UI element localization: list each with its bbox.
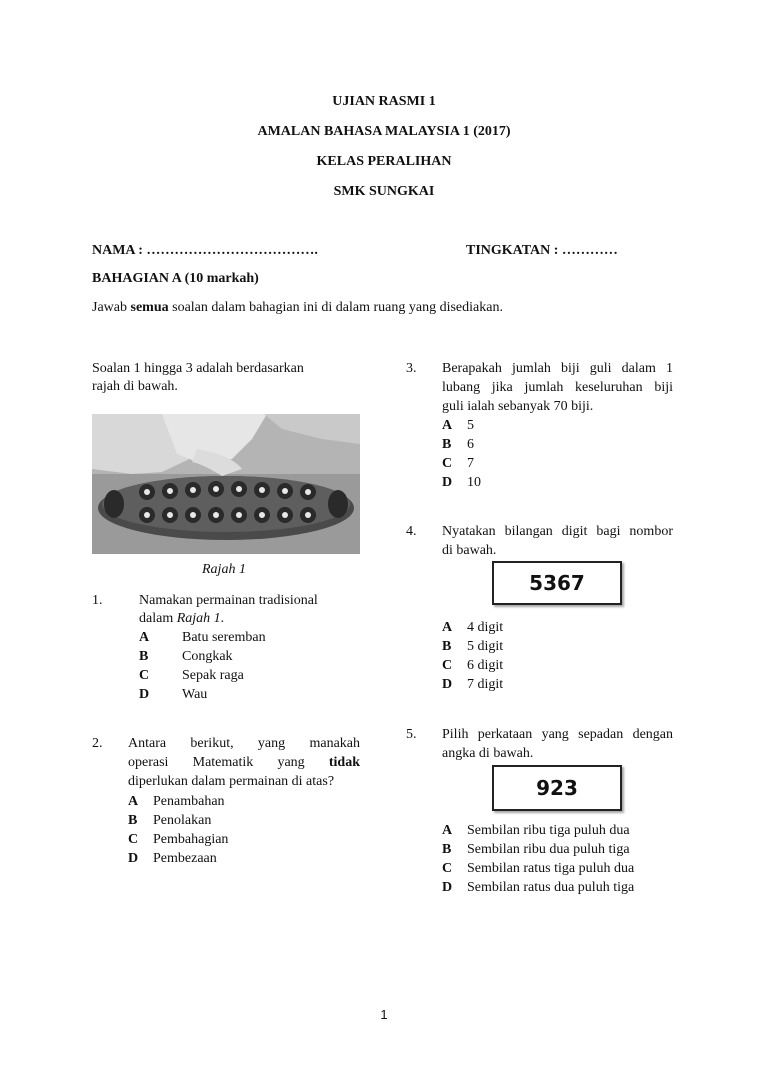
option-letter: B [128,813,138,828]
q3-line-3: guli ialah sebanyak 70 biji. [442,399,594,414]
option-text: 5 digit [467,639,504,654]
q2-line-3: diperlukan dalam permainan di atas? [128,774,335,789]
q3-option-a[interactable] [442,418,474,434]
q1-option-d[interactable] [139,687,207,703]
q2-line-2-text: operasi Matematik yang [128,755,329,770]
section-title: BAHAGIAN A (10 markah) [92,271,259,286]
q4-option-a[interactable] [442,620,503,636]
q1-line-2 [139,611,224,627]
congkak-illustration [92,414,360,554]
q4-option-c[interactable] [442,658,503,674]
q1-line-2-italic: Rajah 1 [176,611,221,626]
q4-line-1: Nyatakan bilangan digit bagi nombor [442,524,673,539]
option-letter: A [442,620,453,635]
option-letter: B [139,649,149,664]
q3-line-2: lubang jika jumlah keseluruhan biji [442,380,673,395]
option-letter: C [442,658,453,673]
instruction-text-end: soalan dalam bahagian ini di dalam ruang yang disediakan. [168,300,503,315]
name-field-label: NAMA : ………………………………. [92,243,318,258]
instruction-text: Jawab [92,300,131,315]
option-text: Sembilan ribu tiga puluh dua [467,823,630,838]
option-text: 6 [467,437,474,452]
q3-option-d[interactable] [442,475,481,491]
option-letter: D [442,677,453,692]
instruction-bold: semua [130,300,169,315]
q2-number: 2. [92,736,103,751]
q3-number: 3. [406,361,417,376]
option-letter: C [442,456,453,471]
q2-line-1: Antara berikut, yang manakah [128,736,360,751]
q5-option-d[interactable] [442,880,634,896]
option-text: Pembahagian [153,832,229,847]
exam-subject: AMALAN BAHASA MALAYSIA 1 (2017) [257,124,511,139]
q1-option-c[interactable] [139,668,244,684]
q2-option-b[interactable] [128,813,211,829]
q2-option-a[interactable] [128,794,225,810]
q2-option-c[interactable] [128,832,228,848]
option-letter: C [128,832,139,847]
option-text: Batu seremban [182,630,266,645]
form-field-label: TINGKATAN : ………… [466,243,618,258]
q3-option-c[interactable] [442,456,474,472]
option-text: 5 [467,418,474,433]
q2-option-d[interactable] [128,851,217,867]
q3-line-1: Berapakah jumlah biji guli dalam 1 [442,361,673,376]
intro-line-2: rajah di bawah. [92,379,178,394]
option-text: Sembilan ratus tiga puluh dua [467,861,635,876]
q1-line-1: Namakan permainan tradisional [139,593,318,608]
exam-class: KELAS PERALIHAN [316,154,452,169]
option-text: 10 [467,475,481,490]
q5-number: 5. [406,727,417,742]
q1-option-a[interactable] [139,630,266,646]
q4-line-2: di bawah. [442,543,497,558]
figure-caption: Rajah 1 [202,562,246,577]
option-text: Sembilan ratus dua puluh tiga [467,880,635,895]
q5-number-box: 923 [492,765,622,811]
q1-number: 1. [92,593,103,608]
option-letter: B [442,639,452,654]
option-text: 4 digit [467,620,504,635]
q5-option-c[interactable] [442,861,634,877]
option-letter: D [442,880,453,895]
option-text: 6 digit [467,658,504,673]
option-text: 7 [467,456,474,471]
q1-line-2-text: dalam [139,611,177,626]
option-text: Sembilan ribu dua puluh tiga [467,842,630,857]
option-letter: B [442,437,452,452]
option-letter: A [442,418,453,433]
q1-line-2-end: . [220,611,225,626]
option-text: Pembezaan [153,851,217,866]
intro-line-1: Soalan 1 hingga 3 adalah berdasarkan [92,361,304,376]
page-number: 1 [380,1007,388,1022]
option-text: 7 digit [467,677,504,692]
q1-option-b[interactable] [139,649,233,665]
option-text: Sepak raga [182,668,244,683]
q5-option-b[interactable] [442,842,630,858]
q2-line-2 [128,755,360,771]
option-letter: A [128,794,139,809]
q2-line-2-bold: tidak [328,755,360,770]
q3-option-b[interactable] [442,437,474,453]
option-letter: D [128,851,139,866]
option-letter: A [442,823,453,838]
exam-title: UJIAN RASMI 1 [332,94,436,109]
option-text: Penambahan [153,794,225,809]
q4-number: 4. [406,524,417,539]
option-text: Penolakan [153,813,212,828]
q4-option-d[interactable] [442,677,503,693]
option-letter: C [139,668,150,683]
exam-school: SMK SUNGKAI [333,184,435,199]
option-letter: A [139,630,150,645]
q5-option-a[interactable] [442,823,630,839]
option-letter: C [442,861,453,876]
q5-line-2: angka di bawah. [442,746,534,761]
option-letter: D [442,475,453,490]
congkak-photo [92,414,360,554]
q4-option-b[interactable] [442,639,503,655]
option-letter: B [442,842,452,857]
q5-line-1: Pilih perkataan yang sepadan dengan [442,727,673,742]
option-text: Congkak [182,649,233,664]
option-text: Wau [182,687,208,702]
option-letter: D [139,687,150,702]
section-instruction [92,300,503,316]
q4-number-box: 5367 [492,561,622,605]
